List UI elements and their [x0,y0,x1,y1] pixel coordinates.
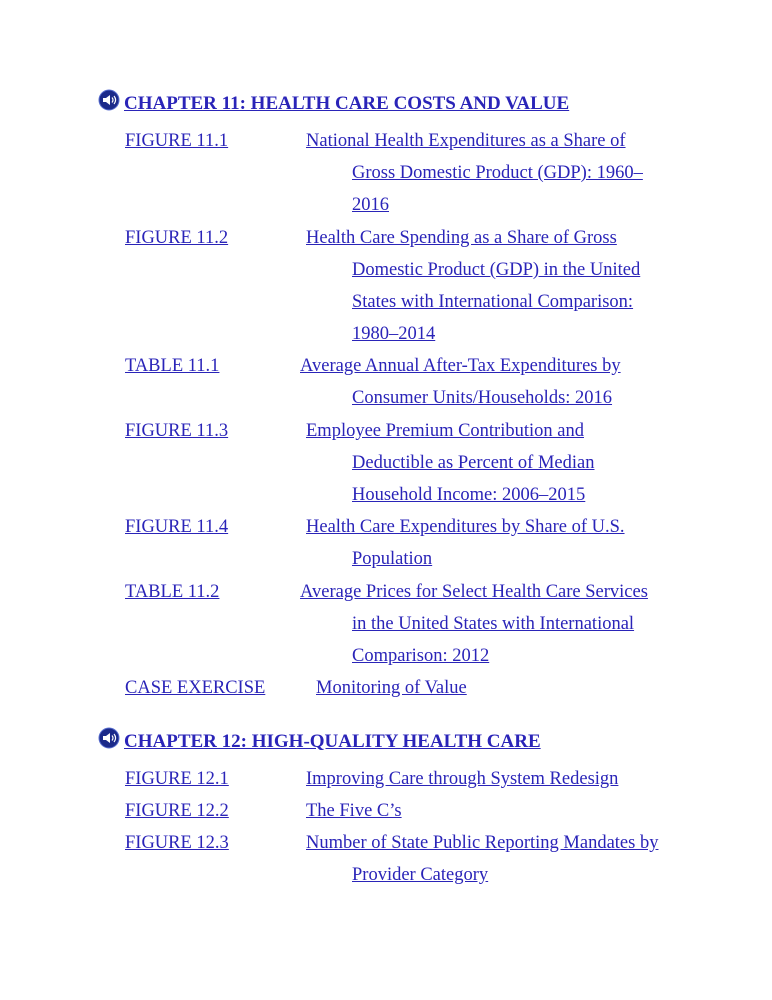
entry-label[interactable]: TABLE 11.1 [125,356,220,376]
chapter-title[interactable]: CHAPTER 12: HIGH-QUALITY HEALTH CARE [124,731,541,752]
entry-title-line[interactable]: Consumer Units/Households: 2016 [352,388,613,408]
entry-label[interactable]: FIGURE 11.4 [125,517,229,537]
speaker-icon[interactable] [98,727,120,749]
chapter-title[interactable]: CHAPTER 11: HEALTH CARE COSTS AND VALUE [124,93,570,114]
entry-title-line[interactable]: Population [352,549,433,569]
entry-title-line[interactable]: Provider Category [352,865,489,885]
entry-title-line[interactable]: Average Annual After-Tax Expenditures by [300,356,621,376]
entry-title-line[interactable]: Number of State Public Reporting Mandates by [306,833,659,853]
entry-title-line[interactable]: in the United States with International [352,614,635,634]
entry-title-line[interactable]: 2016 [352,195,389,215]
entry-label[interactable]: FIGURE 11.3 [125,421,229,441]
entry-title-line[interactable]: Health Care Spending as a Share of Gross [306,228,617,248]
entry-title-line[interactable]: The Five C’s [306,801,402,821]
entry-title-line[interactable]: Comparison: 2012 [352,646,490,666]
entry-title-line[interactable]: National Health Expenditures as a Share of [306,131,626,151]
entry-label[interactable]: FIGURE 12.1 [125,769,229,789]
entry-label[interactable]: FIGURE 11.1 [125,131,229,151]
entry-label[interactable]: FIGURE 12.2 [125,801,229,821]
entry-title-line[interactable]: 1980–2014 [352,324,436,344]
entry-title-line[interactable]: Health Care Expenditures by Share of U.S. [306,517,625,537]
entry-title-line[interactable]: Monitoring of Value [316,678,467,698]
chapter-11-heading[interactable] [98,93,569,115]
entry-title-line[interactable]: Household Income: 2006–2015 [352,485,586,505]
entry-title-line[interactable]: Average Prices for Select Health Care Services [300,582,648,602]
chapter-12-heading[interactable] [98,731,541,753]
entry-title-line[interactable]: Gross Domestic Product (GDP): 1960– [352,163,643,183]
entry-title-line[interactable]: Employee Premium Contribution and [306,421,584,441]
entry-title-line[interactable]: Domestic Product (GDP) in the United [352,260,641,280]
entry-title-line[interactable]: Deductible as Percent of Median [352,453,595,473]
speaker-icon[interactable] [98,89,120,111]
entry-title-line[interactable]: States with International Comparison: [352,292,634,312]
entry-label[interactable]: FIGURE 11.2 [125,228,229,248]
entry-label[interactable]: CASE EXERCISE [125,678,266,698]
entry-title-line[interactable]: Improving Care through System Redesign [306,769,619,789]
entry-label[interactable]: TABLE 11.2 [125,582,220,602]
entry-label[interactable]: FIGURE 12.3 [125,833,229,853]
